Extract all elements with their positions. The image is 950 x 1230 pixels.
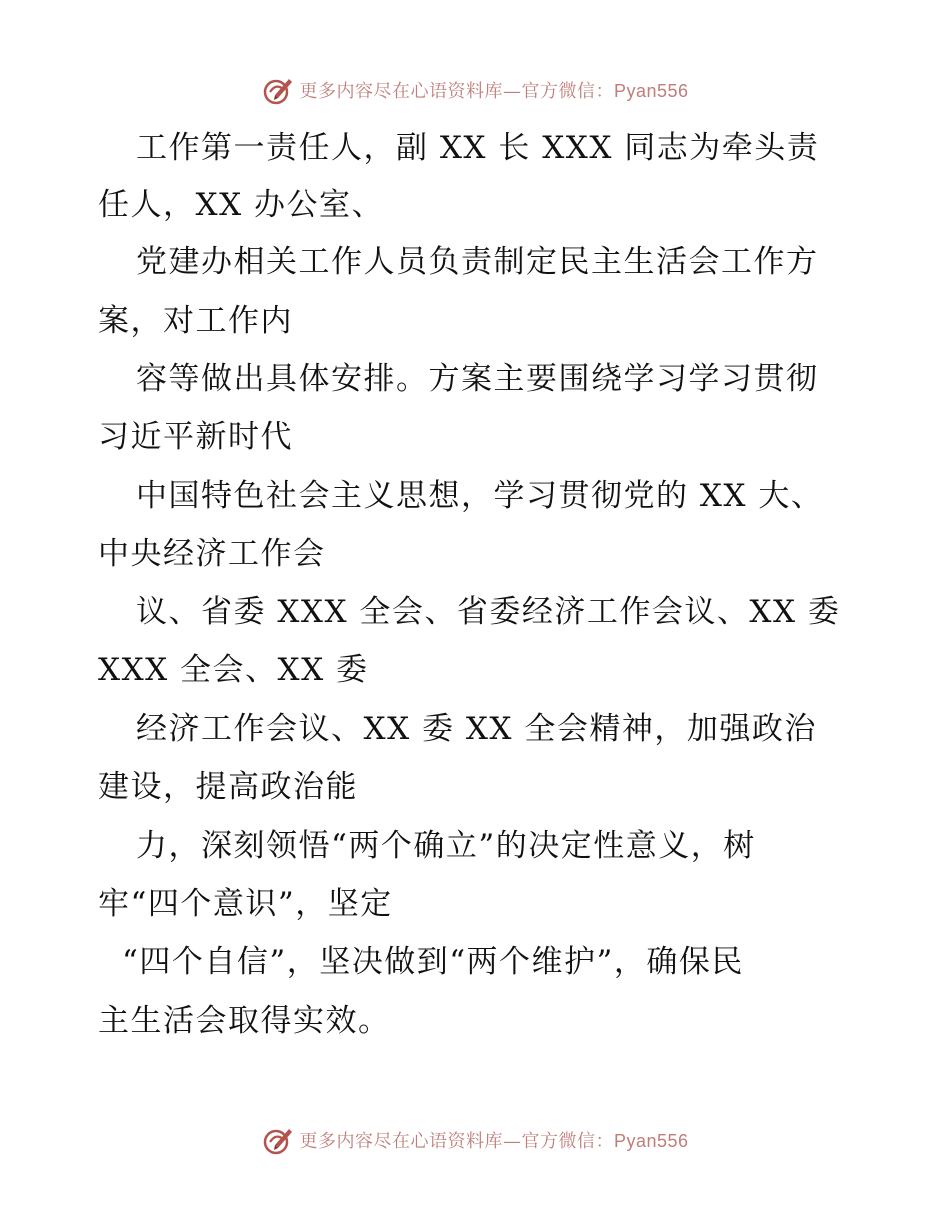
footer-watermark: [0, 1120, 950, 1160]
paragraph-line: 议、省委 XXX 全会、省委经济工作会议、XX 委: [136, 594, 841, 630]
paragraph-line: “四个自信”，坚决做到“两个维护”，确保民: [122, 944, 744, 980]
paragraph-line: 建设，提高政治能: [98, 769, 358, 805]
paragraph-line: 经济工作会议、XX 委 XX 全会精神，加强政治: [136, 711, 817, 747]
paragraph-line: 容等做出具体安排。方案主要围绕学习学习贯彻: [136, 361, 819, 397]
paragraph-line: 力，深刻领悟“两个确立”的决定性意义，树: [136, 828, 756, 864]
watermark-text: 更多内容尽在心语资料库—官方微信：Pyan556: [299, 81, 689, 102]
watermark-text: 更多内容尽在心语资料库—官方微信：Pyan556: [299, 1131, 689, 1152]
paragraph-line: 工作第一责任人，副 XX 长 XXX 同志为牵头责: [136, 130, 820, 166]
paragraph-line: 牢“四个意识”，坚定: [98, 886, 393, 922]
paragraph-line: 中央经济工作会: [98, 536, 326, 572]
header-watermark: [0, 70, 950, 110]
paragraph-line: 主生活会取得实效。: [98, 1003, 391, 1039]
paragraph-line: 任人，XX 办公室、: [98, 187, 384, 223]
paragraph-line: 习近平新时代: [98, 419, 293, 455]
paragraph-line: XXX 全会、XX 委: [98, 652, 369, 688]
paragraph-line: 党建办相关工作人员负责制定民主生活会工作方: [136, 244, 819, 280]
paragraph-line: 中国特色社会主义思想，学习贯彻党的 XX 大、: [136, 478, 824, 514]
heart-pen-logo-icon: [261, 1123, 295, 1157]
paragraph-line: 案，对工作内: [98, 303, 293, 339]
heart-pen-logo-icon: [261, 73, 295, 107]
